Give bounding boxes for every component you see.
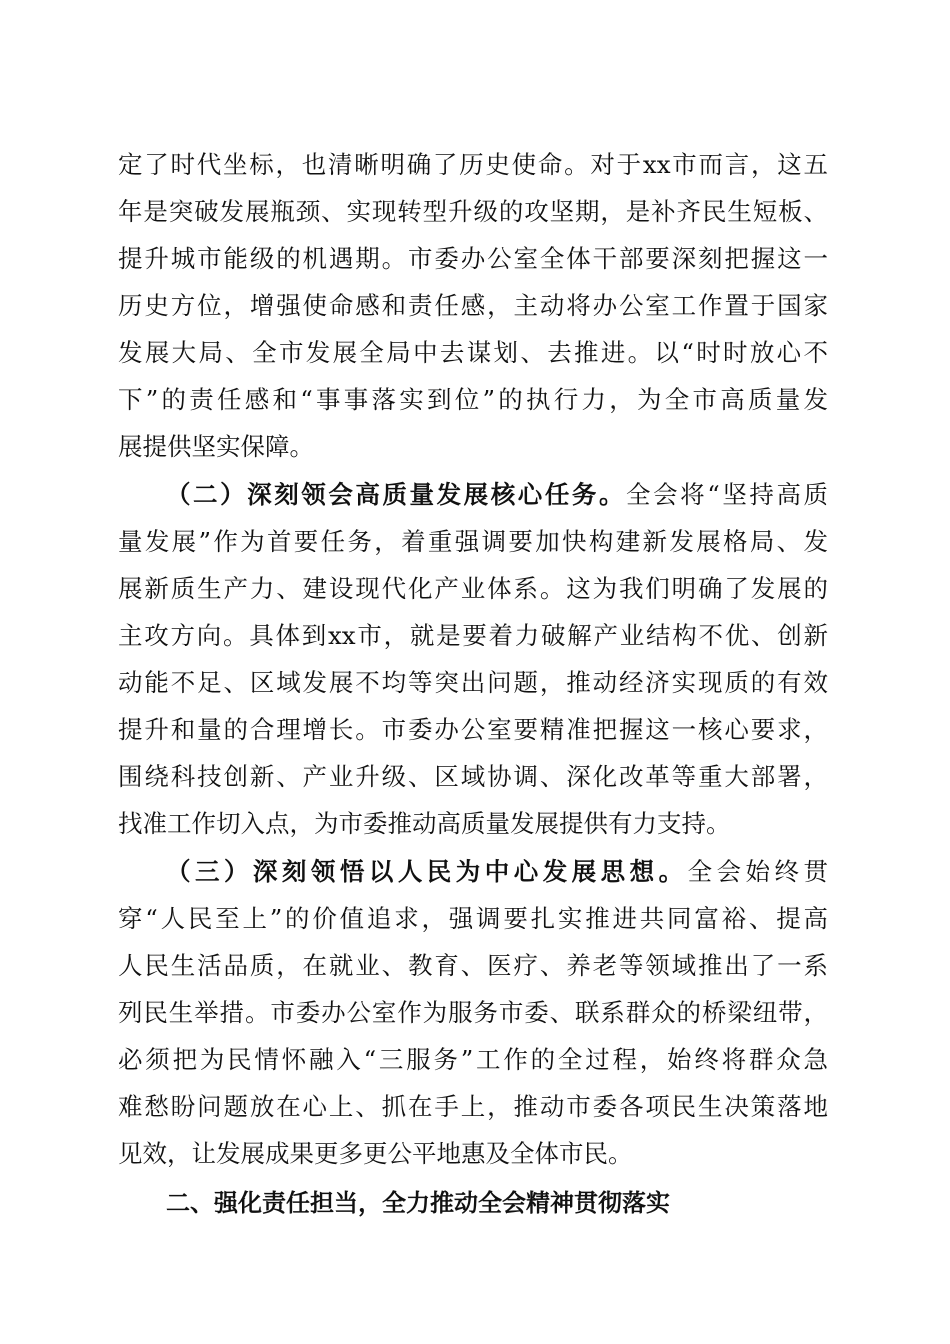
text-line: 下”的责任感和“事事落实到位”的执行力，为全市高质量发 (118, 385, 828, 414)
text-line: 必须把为民情怀融入“三服务”工作的全过程，始终将群众急 (118, 1045, 828, 1074)
text-line: 展新质生产力、建设现代化产业体系。这为我们明确了发展的 (118, 574, 828, 603)
text-line: 展提供坚实保障。 (118, 432, 314, 461)
text-line: 人民生活品质，在就业、教育、医疗、养老等领域推出了一系 (118, 951, 828, 980)
paragraph-lead: （二）深刻领会高质量发展核心任务。 (166, 480, 627, 509)
text-line: 动能不足、区域发展不均等突出问题，推动经济实现质的有效 (118, 668, 828, 697)
text-line: 找准工作切入点，为市委推动高质量发展提供有力支持。 (118, 809, 731, 838)
text-line: 历史方位，增强使命感和责任感，主动将办公室工作置于国家 (118, 291, 828, 320)
text-line (166, 852, 828, 892)
text-line: 提升和量的合理增长。市委办公室要精准把握这一核心要求， (118, 715, 828, 744)
text-line (166, 475, 828, 515)
text-line: 列民生举措。市委办公室作为服务市委、联系群众的桥梁纽带， (118, 998, 828, 1027)
paragraph-lead: （三）深刻领悟以人民为中心发展思想。 (166, 857, 688, 886)
text-line: 见效，让发展成果更多更公平地惠及全体市民。 (118, 1139, 633, 1168)
paragraph-text: 全会始终贯 (687, 857, 829, 886)
text-line: 难愁盼问题放在心上、抓在手上，推动市委各项民生决策落地 (118, 1092, 828, 1121)
text-line: 围绕科技创新、产业升级、区域协调、深化改革等重大部署， (118, 762, 828, 791)
text-line: 提升城市能级的机遇期。市委办公室全体干部要深刻把握这一 (118, 244, 828, 273)
text-line: 量发展”作为首要任务，着重强调要加快构建新发展格局、发 (118, 527, 828, 556)
text-line: 年是突破发展瓶颈、实现转型升级的攻坚期，是补齐民生短板、 (118, 197, 828, 226)
paragraph-text: 全会将“坚持高质 (626, 480, 828, 509)
text-line: 主攻方向。具体到xx市，就是要着力破解产业结构不优、创新 (118, 621, 828, 650)
text-line: 穿“人民至上”的价值追求，强调要扎实推进共同富裕、提高 (118, 904, 828, 933)
text-line: 定了时代坐标，也清晰明确了历史使命。对于xx市而言，这五 (118, 150, 828, 179)
text-line: 发展大局、全市发展全局中去谋划、去推进。以“时时放心不 (118, 338, 828, 367)
section-heading: 二、强化责任担当，全力推动全会精神贯彻落实 (166, 1189, 670, 1217)
